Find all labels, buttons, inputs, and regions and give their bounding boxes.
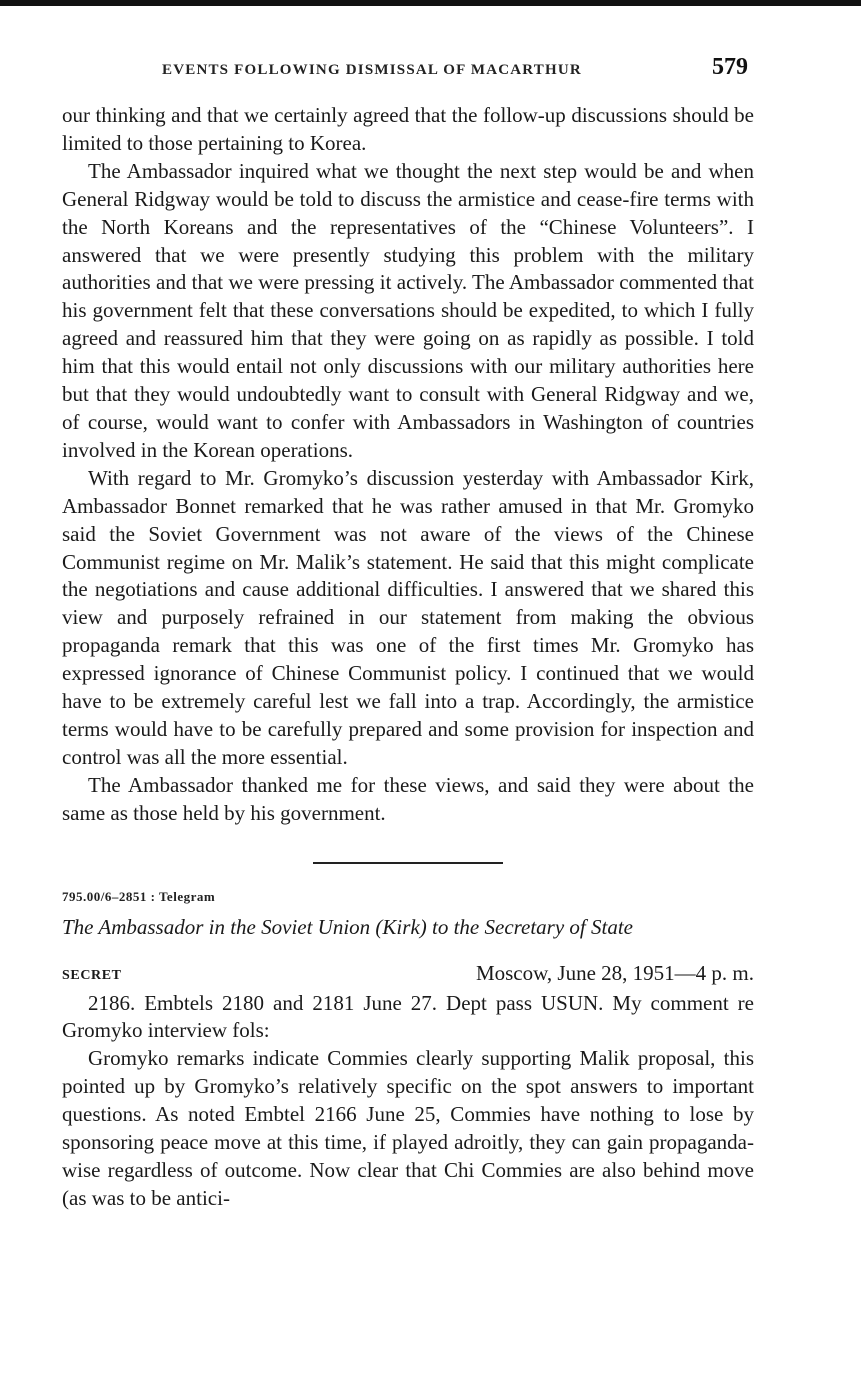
body-paragraph: The Ambassador thanked me for these views, and said they were about the same as those held by his government. xyxy=(62,772,754,825)
document-page xyxy=(62,52,754,1213)
document-title: The Ambassador in the Soviet Union (Kirk) to the Secretary of State xyxy=(62,914,633,939)
running-head-title: EVENTS FOLLOWING DISMISSAL OF MACARTHUR xyxy=(162,62,582,78)
telegram-body xyxy=(62,990,754,1213)
page-top-edge xyxy=(0,0,861,6)
body-paragraph: The Ambassador inquired what we thought the next step would be and when General Ridgway would be told to discuss the armistice and cease-fire terms with the North Koreans and the representatives of the “Chinese Volunteers”. I answered that we were presently studying this problem with the military authorities and that we were pressing it actively. The Ambassador commented that his government felt that these conversations should be expedited, to which I fully agreed and reassured him that they were going on as rapidly as possible. I told him that this would entail not only discussions with our military authorities here but that they would undoubtedly want to consult with General Ridgway and we, of course, would want to confer with Ambassadors in Washington of countries involved in the Korean operations. xyxy=(62,158,754,462)
classification-marking: SECRET xyxy=(62,967,122,983)
dateline xyxy=(62,961,754,988)
running-head xyxy=(62,52,754,86)
telegram-paragraph: Gromyko remarks indicate Commies clearly supporting Malik proposal, this pointed up by Gromyko’s relatively specific on the spot answers to important questions. As noted Embtel 2166 June 25, Commies have nothing to lose by sponsoring peace move at this time, if played adroitly, they can gain propaganda-wise regardless of outcome. Now clear that Chi Commies are also behind move (as was to be antici- xyxy=(62,1046,754,1210)
page-number: 579 xyxy=(712,54,748,80)
memorandum-body xyxy=(62,102,754,828)
file-reference: 795.00/6–2851 : Telegram xyxy=(62,888,216,904)
body-paragraph: With regard to Mr. Gromyko’s discussion yesterday with Ambassador Kirk, Ambassador Bonnet remarked that he was rather amused in that Mr. Gromyko said the Soviet Government was not aware of the views of the Chinese Communist regime on Mr. Malik’s statement. He said that this might complicate the negotiations and cause additional difficulties. I answered that we shared this view and purposely refrained in our statement from making the obvious propaganda remark that this was one of the first times Mr. Gromyko has expressed ignorance of Chinese Communist policy. I continued that we would have to be extremely careful lest we fall into a trap. Accordingly, the armistice terms would have to be carefully prepared and some provision for inspection and control was all the more essential. xyxy=(62,465,754,769)
place-and-date: Moscow, June 28, 1951—4 p. m. xyxy=(475,960,754,985)
section-divider xyxy=(313,862,503,864)
body-paragraph: our thinking and that we certainly agreed that the follow-up discussions should be limited to those pertaining to Korea. xyxy=(62,103,754,155)
telegram-paragraph: 2186. Embtels 2180 and 2181 June 27. Dept pass USUN. My comment re Gromyko interview fols: xyxy=(62,990,754,1043)
